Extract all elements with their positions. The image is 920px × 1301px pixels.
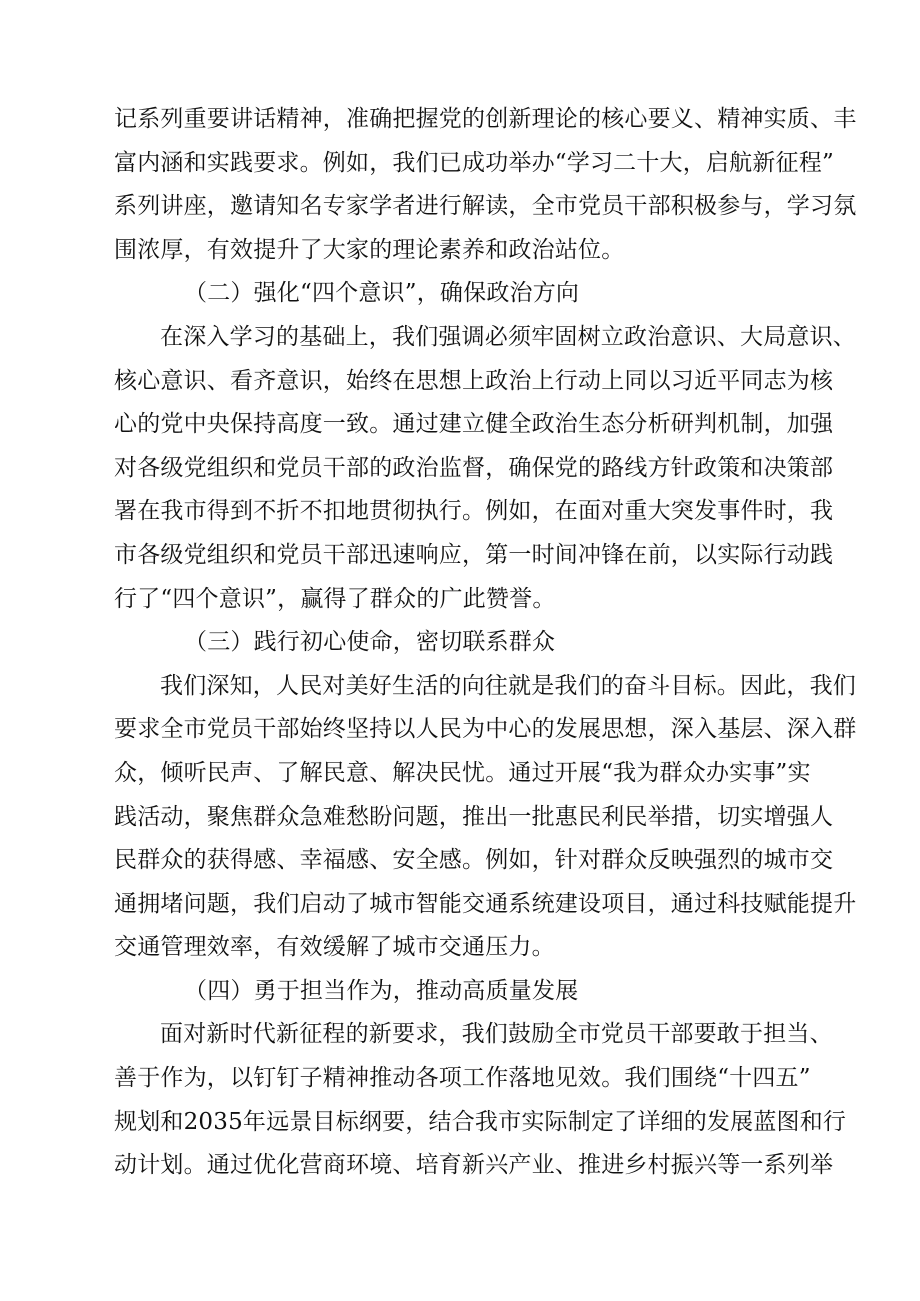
body-line: 核心意识、看齐意识，始终在思想上政治上行动上同以习近平同志为核 — [114, 367, 834, 394]
body-line: 系列讲座，邀请知名专家学者进行解读，全市党员干部积极参与，学习氛 — [114, 193, 857, 220]
body-line: 心的党中央保持高度一致。通过建立健全政治生态分析研判机制，加强 — [114, 411, 834, 438]
paragraph-first-line: 面对新时代新征程的新要求，我们鼓励全市党员干部要敢于担当、 — [160, 1021, 833, 1048]
body-line: 善于作为，以钉钉子精神推动各项工作落地见效。我们围绕“十四五” — [114, 1065, 811, 1092]
paragraph-first-line: 我们深知，人民对美好生活的向往就是我们的奋斗目标。因此，我们 — [160, 672, 856, 699]
section-heading-4: （四）勇于担当作为，推动高质量发展 — [184, 977, 579, 1004]
body-line: 市各级党组织和党员干部迅速响应，第一时间冲锋在前，以实际行动践 — [114, 541, 834, 568]
section-heading-2: （二）强化“四个意识”，确保政治方向 — [184, 280, 580, 307]
body-line: 规划和2035年远景目标纲要，结合我市实际制定了详细的发展蓝图和行 — [114, 1108, 847, 1135]
body-line: 富内涵和实践要求。例如，我们已成功举办“学习二十大，启航新征程” — [114, 149, 834, 176]
document-page — [114, 98, 857, 1188]
paragraph-first-line: 在深入学习的基础上，我们强调必须牢固树立政治意识、大局意识、 — [160, 323, 856, 350]
body-line: 交通管理效率，有效缓解了城市交通压力。 — [114, 934, 555, 961]
body-line: 通拥堵问题，我们启动了城市智能交通系统建设项目，通过科技赋能提升 — [114, 890, 857, 917]
body-line: 行了“四个意识”，赢得了群众的广此赞誉。 — [114, 585, 556, 612]
body-line: 记系列重要讲话精神，准确把握党的创新理论的核心要义、精神实质、丰 — [114, 106, 857, 132]
body-line: 动计划。通过优化营商环境、培育新兴产业、推进乡村振兴等一系列举 — [114, 1152, 834, 1179]
body-line: 民群众的获得感、幸福感、安全感。例如，针对群众反映强烈的城市交 — [114, 847, 834, 874]
section-heading-3: （三）践行初心使命，密切联系群众 — [184, 629, 556, 656]
body-line: 众，倾听民声、了解民意、解决民忧。通过开展“我为群众办实事”实 — [114, 759, 811, 786]
body-line: 践活动，聚焦群众急难愁盼问题，推出一批惠民利民举措，切实增强人 — [114, 803, 834, 830]
body-line: 对各级党组织和党员干部的政治监督，确保党的路线方针政策和决策部 — [114, 454, 834, 481]
body-line: 围浓厚，有效提升了大家的理论素养和政治站位。 — [114, 236, 625, 263]
body-line: 署在我市得到不折不扣地贯彻执行。例如，在面对重大突发事件时，我 — [114, 498, 834, 525]
body-line: 要求全市党员干部始终坚持以人民为中心的发展思想，深入基层、深入群 — [114, 716, 857, 743]
